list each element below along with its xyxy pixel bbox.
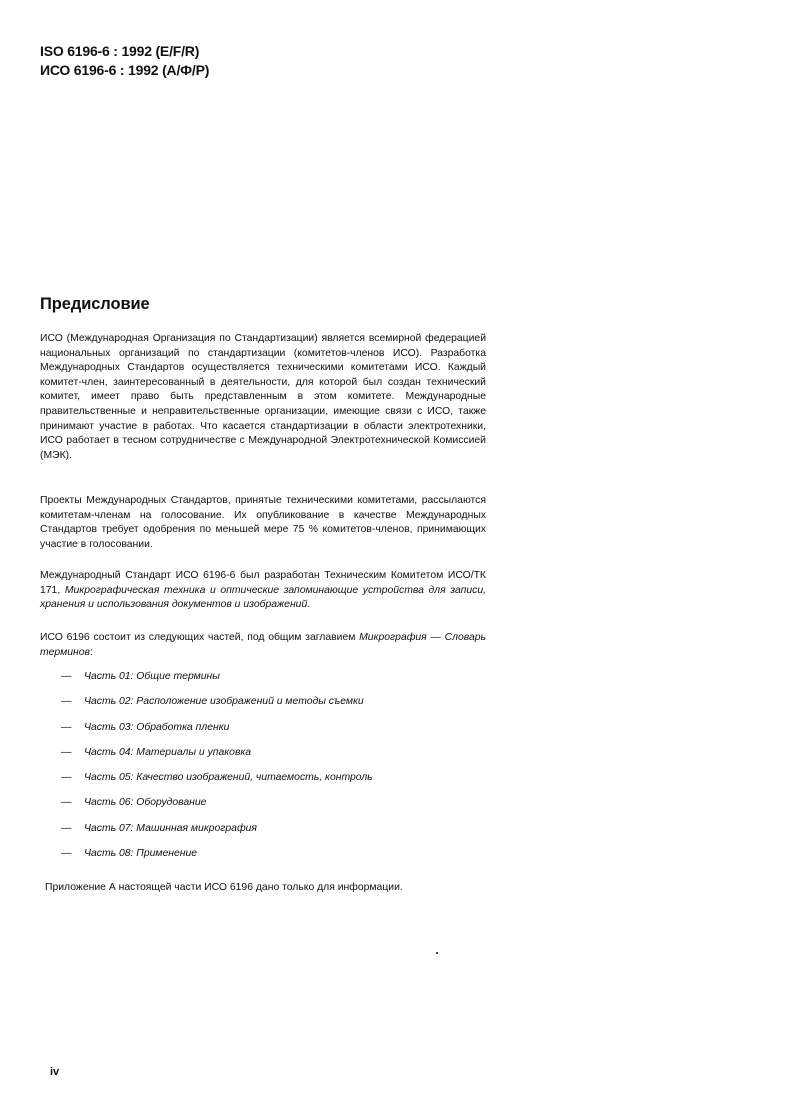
part-label: Часть 01: Общие термины	[84, 671, 220, 682]
list-dash: —	[61, 696, 72, 708]
foreword-paragraph-2: Проекты Международных Стандартов, принятые техническими комитетами, рассылаются комитетам-членам на голосование. Их опубликование в качестве Международных Стандартов требует одобрения по меньшей мере 75 % комитетов-членов, принимающих участие в голосовании.	[40, 495, 486, 550]
list-dash: —	[61, 797, 72, 809]
header-line-en: ISO 6196-6 : 1992 (E/F/R)	[40, 43, 200, 59]
list-dash: —	[61, 822, 72, 834]
foreword-paragraph-1: ИСО (Международная Организация по Стандартизации) является всемирной федерацией национальных организаций по стандартизации (комитетов-членов ИСО). Разработка Международных Стандартов осуществляется техническими комитетами ИСО. Каждый комитет-член, заинтересованный в деятельности, для которой был создан технический комитет, имеет право быть представленным в этом комитете. Международные правительственные и неправительственные организации, имеющие связи с ИСО, также принимают участие в работах. Что касается стандартизации в области электротехники, ИСО работает в тесном сотрудничестве с Международной Электротехнической Комиссией (МЭК).	[40, 333, 486, 461]
foreword-paragraph-4	[40, 631, 486, 660]
parts-list	[40, 671, 500, 873]
list-item	[40, 696, 500, 721]
part-label: Часть 06: Оборудование	[84, 797, 207, 809]
section-title: Предисловие	[40, 295, 150, 313]
committee-title: Микрографическая техника и оптические запоминающие устройства для записи, хранения и использования документов и изображений.	[40, 584, 486, 611]
part-label: Часть 04: Материалы и упаковка	[84, 746, 252, 758]
list-dash: —	[61, 746, 72, 758]
list-item	[40, 848, 500, 873]
list-dash: —	[61, 671, 72, 682]
series-title: Микрография — Словарь терминов	[40, 632, 486, 658]
part-label: Часть 03: Обработка пленки	[84, 721, 230, 733]
list-item	[40, 823, 500, 848]
list-dash: —	[61, 772, 72, 784]
part-label: Часть 02: Расположение изображений и методы съемки	[84, 696, 364, 708]
list-item	[40, 671, 500, 696]
list-dash: —	[61, 721, 72, 733]
part-label: Часть 08: Применение	[84, 848, 198, 860]
part-label: Часть 05: Качество изображений, читаемость, контроль	[84, 772, 373, 784]
paragraph-3-text: Международный Стандарт ИСО 6196-6 был разработан Техническим Комитетом ИСО/ТК 171,	[40, 570, 486, 596]
list-item	[40, 747, 500, 772]
paragraph-4-colon: :	[89, 646, 93, 658]
paragraph-4-text: ИСО 6196 состоит из следующих частей, под общим заглавием	[40, 632, 356, 643]
annex-note: Приложение А настоящей части ИСО 6196 дано только для информации.	[45, 882, 403, 893]
list-item	[40, 722, 500, 747]
header-line-ru: ИСО 6196-6 : 1992 (А/Ф/Р)	[40, 62, 210, 78]
document-header	[40, 42, 209, 80]
list-item	[40, 797, 500, 822]
foreword-paragraph-3	[40, 569, 486, 613]
list-item	[40, 772, 500, 797]
page-number: iv	[50, 1066, 60, 1078]
scan-speck	[436, 952, 438, 954]
list-dash: —	[61, 848, 72, 860]
part-label: Часть 07: Машинная микрография	[84, 822, 257, 834]
